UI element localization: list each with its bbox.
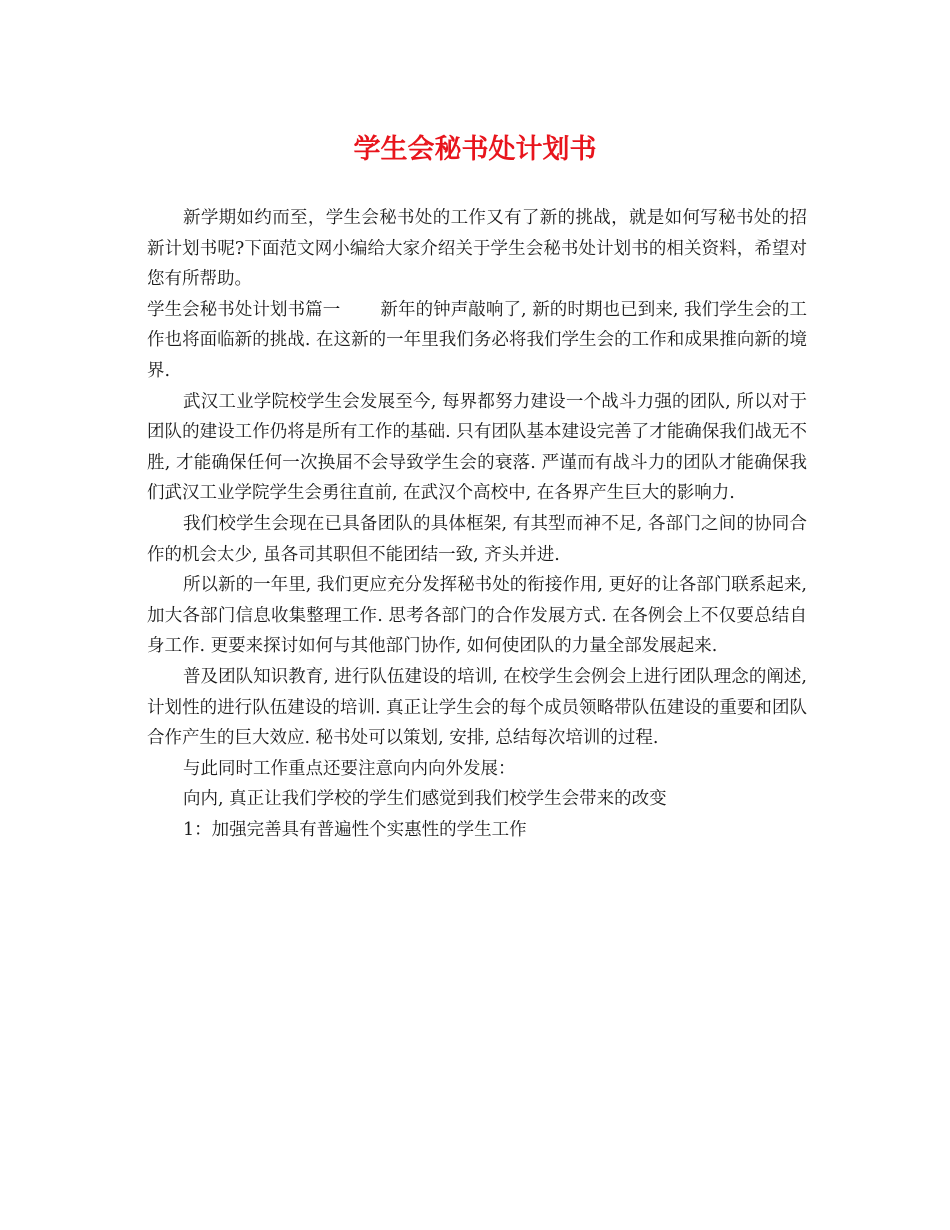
document-body [147,203,807,845]
intro-paragraph: 新学期如约而至，学生会秘书处的工作又有了新的挑战，就是如何写秘书处的招新计划书呢?下面范文网小编给大家介绍关于学生会秘书处计划书的相关资料，希望对您有所帮助。 [147,208,807,290]
section-lead: 新年的钟声敲响了, 新的时期也已到来, 我们学生会的工作也将面临新的挑战. 在这新的一年里我们务必将我们学生会的工作和成果推向新的境界. [147,299,808,381]
body-paragraph: 我们校学生会现在已具备团队的具体框架, 有其型而神不足, 各部门之间的协同合作的机会太少, 虽各司其职但不能团结一致, 齐头并进. [147,513,807,565]
body-paragraph: 武汉工业学院校学生会发展至今, 每界都努力建设一个战斗力强的团队, 所以对于团队的建设工作仍将是所有工作的基础. 只有团队基本建设完善了才能确保我们战无不胜, 才能确保任何一次换届不会导致学生会的衰落. 严谨而有战斗力的团队才能确保我们武汉工业学院学生会勇往直前, 在武汉个高校中, 在各界产生巨大的影响力. [147,391,807,504]
section-paragraph [147,295,807,387]
body-paragraph: 所以新的一年里, 我们更应充分发挥秘书处的衔接作用, 更好的让各部门联系起来, 加大各部门信息收集整理工作. 思考各部门的合作发展方式. 在各例会上不仅要总结自身工作. 更要来探讨如何与其他部门协作, 如何使团队的力量全部发展起来. [147,575,807,657]
document-title: 学生会秘书处计划书 [353,134,597,165]
list-item: 1：加强完善具有普遍性个实惠性的学生工作 [183,819,527,840]
body-paragraph: 向内, 真正让我们学校的学生们感觉到我们校学生会带来的改变 [183,789,667,810]
body-paragraph: 普及团队知识教育, 进行队伍建设的培训, 在校学生会例会上进行团队理念的阐述, 计划性的进行队伍建设的培训. 真正让学生会的每个成员领略带队伍建设的重要和团队合作产生的巨大效应. 秘书处可以策划, 安排, 总结每次培训的过程. [147,666,807,749]
section-heading: 学生会秘书处计划书篇一 [147,299,341,320]
body-paragraph: 与此同时工作重点还要注意向内向外发展： [183,758,516,779]
